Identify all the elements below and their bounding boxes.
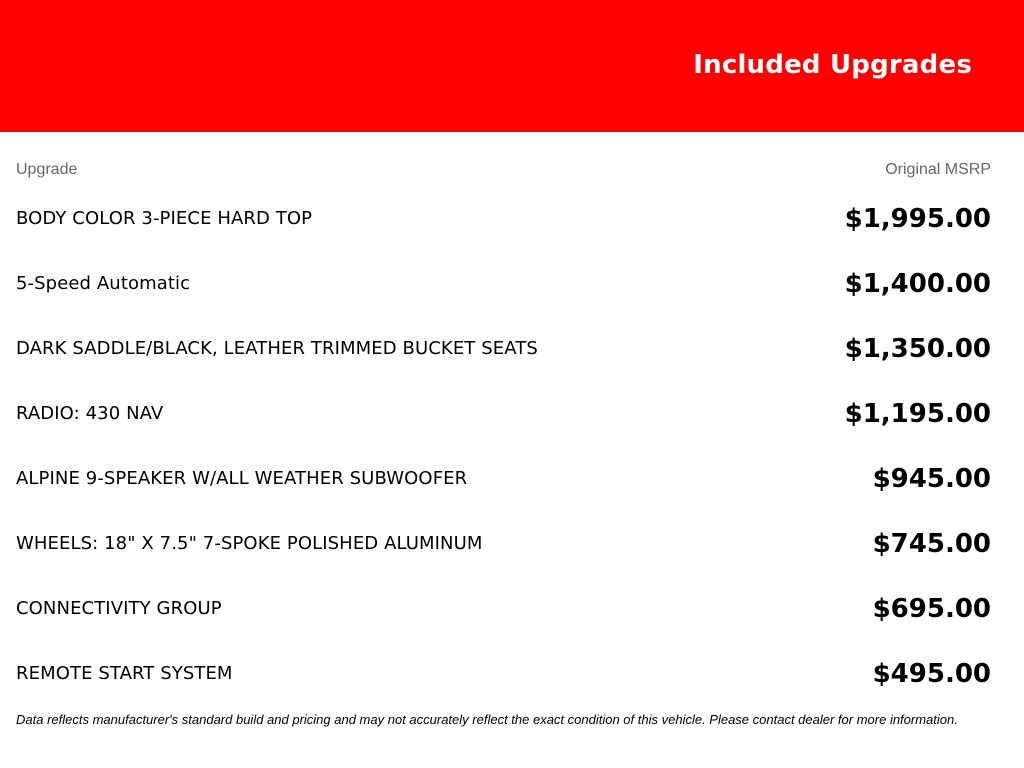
upgrade-price: $1,195.00 (844, 398, 991, 429)
list-item (16, 186, 991, 251)
upgrade-name: RADIO: 430 NAV (16, 403, 164, 424)
upgrade-price: $945.00 (872, 463, 991, 494)
upgrade-price: $745.00 (872, 528, 991, 559)
column-header-msrp: Original MSRP (885, 161, 991, 178)
upgrade-price: $1,995.00 (844, 203, 991, 234)
list-item (16, 641, 991, 706)
upgrade-name: WHEELS: 18" X 7.5" 7-SPOKE POLISHED ALUMINUM (16, 533, 483, 554)
list-item (16, 381, 991, 446)
list-item (16, 251, 991, 316)
upgrade-name: DARK SADDLE/BLACK, LEATHER TRIMMED BUCKET SEATS (16, 338, 538, 359)
list-item (16, 316, 991, 381)
upgrade-price: $1,400.00 (844, 268, 991, 299)
column-headers (16, 161, 991, 179)
upgrade-price: $495.00 (872, 658, 991, 689)
upgrade-name: REMOTE START SYSTEM (16, 663, 233, 684)
page-title: Included Upgrades (693, 50, 972, 80)
upgrade-name: 5-Speed Automatic (16, 273, 191, 294)
disclaimer-text: Data reflects manufacturer's standard build and pricing and may not accurately reflect the exact condition of this vehicle. Please contact dealer for more information. (16, 712, 958, 727)
upgrade-name: CONNECTIVITY GROUP (16, 598, 222, 619)
list-item (16, 576, 991, 641)
column-header-upgrade: Upgrade (16, 161, 78, 178)
upgrade-name: ALPINE 9-SPEAKER W/ALL WEATHER SUBWOOFER (16, 468, 468, 489)
upgrades-list (16, 186, 991, 706)
upgrade-price: $695.00 (872, 593, 991, 624)
upgrade-name: BODY COLOR 3-PIECE HARD TOP (16, 208, 313, 229)
list-item (16, 446, 991, 511)
upgrade-price: $1,350.00 (844, 333, 991, 364)
list-item (16, 511, 991, 576)
header-banner (0, 0, 1024, 132)
